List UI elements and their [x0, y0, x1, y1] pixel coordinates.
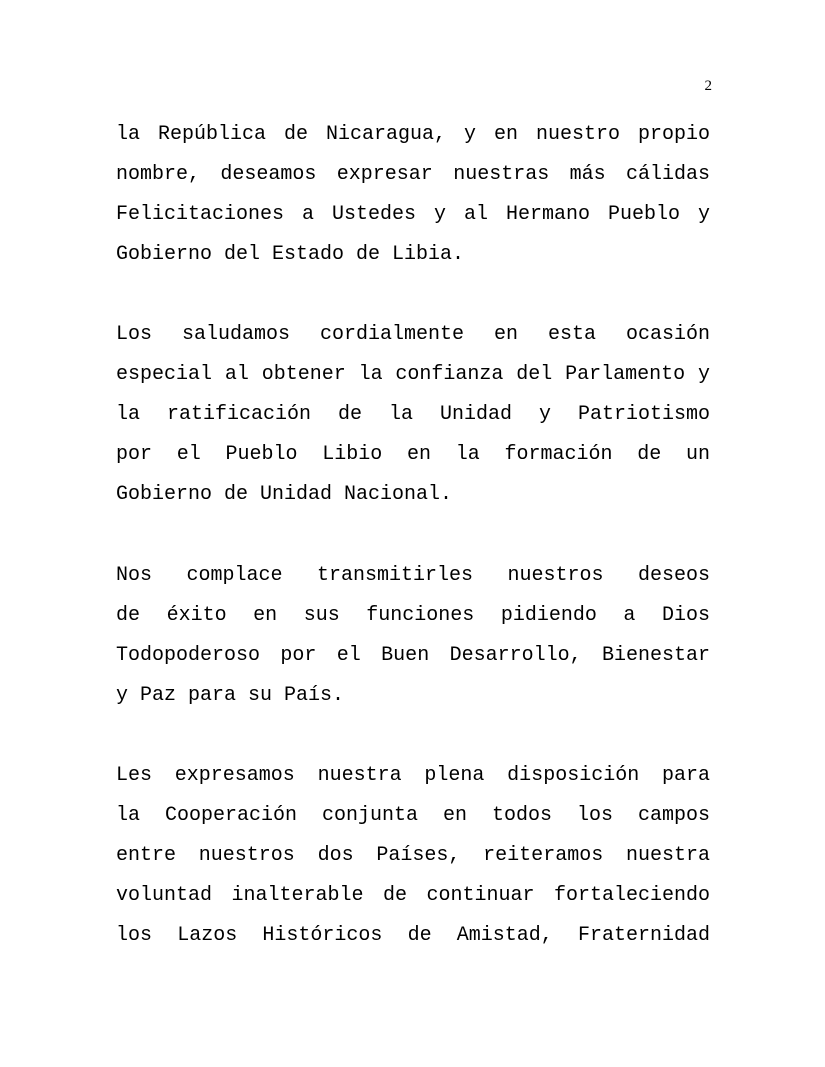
paragraph-line: la Cooperación conjunta en todos los campos: [116, 804, 710, 827]
paragraph-line: la República de Nicaragua, y en nuestro propio: [116, 123, 710, 146]
paragraph-line: y Paz para su País.: [116, 684, 345, 707]
paragraph-line: Les expresamos nuestra plena disposición para: [116, 764, 710, 787]
paragraph-line: Los saludamos cordialmente en esta ocasión: [116, 323, 710, 346]
paragraph-line: nombre, deseamos expresar nuestras más cálidas: [116, 163, 710, 186]
paragraph-1: [116, 115, 710, 275]
paragraph-4: [116, 756, 710, 956]
paragraph-line: Gobierno del Estado de Libia.: [116, 243, 465, 266]
paragraph-line: voluntad inalterable de continuar fortaleciendo: [116, 884, 710, 907]
paragraph-line: los Lazos Históricos de Amistad, Fraternidad: [116, 924, 710, 947]
paragraph-line: Gobierno de Unidad Nacional.: [116, 483, 453, 506]
paragraph-2: [116, 315, 710, 515]
paragraph-line: Felicitaciones a Ustedes y al Hermano Pueblo y: [116, 203, 710, 226]
paragraph-line: de éxito en sus funciones pidiendo a Dios: [116, 604, 710, 627]
paragraph-3: [116, 556, 710, 716]
paragraph-line: especial al obtener la confianza del Parlamento y: [116, 363, 710, 386]
paragraph-line: Todopoderoso por el Buen Desarrollo, Bienestar: [116, 644, 710, 667]
paragraph-line: por el Pueblo Libio en la formación de un: [116, 443, 710, 466]
paragraph-line: Nos complace transmitirles nuestros deseos: [116, 564, 710, 587]
page-number: 2: [704, 78, 712, 94]
paragraph-line: la ratificación de la Unidad y Patriotismo: [116, 403, 710, 426]
paragraph-line: entre nuestros dos Países, reiteramos nuestra: [116, 844, 710, 867]
